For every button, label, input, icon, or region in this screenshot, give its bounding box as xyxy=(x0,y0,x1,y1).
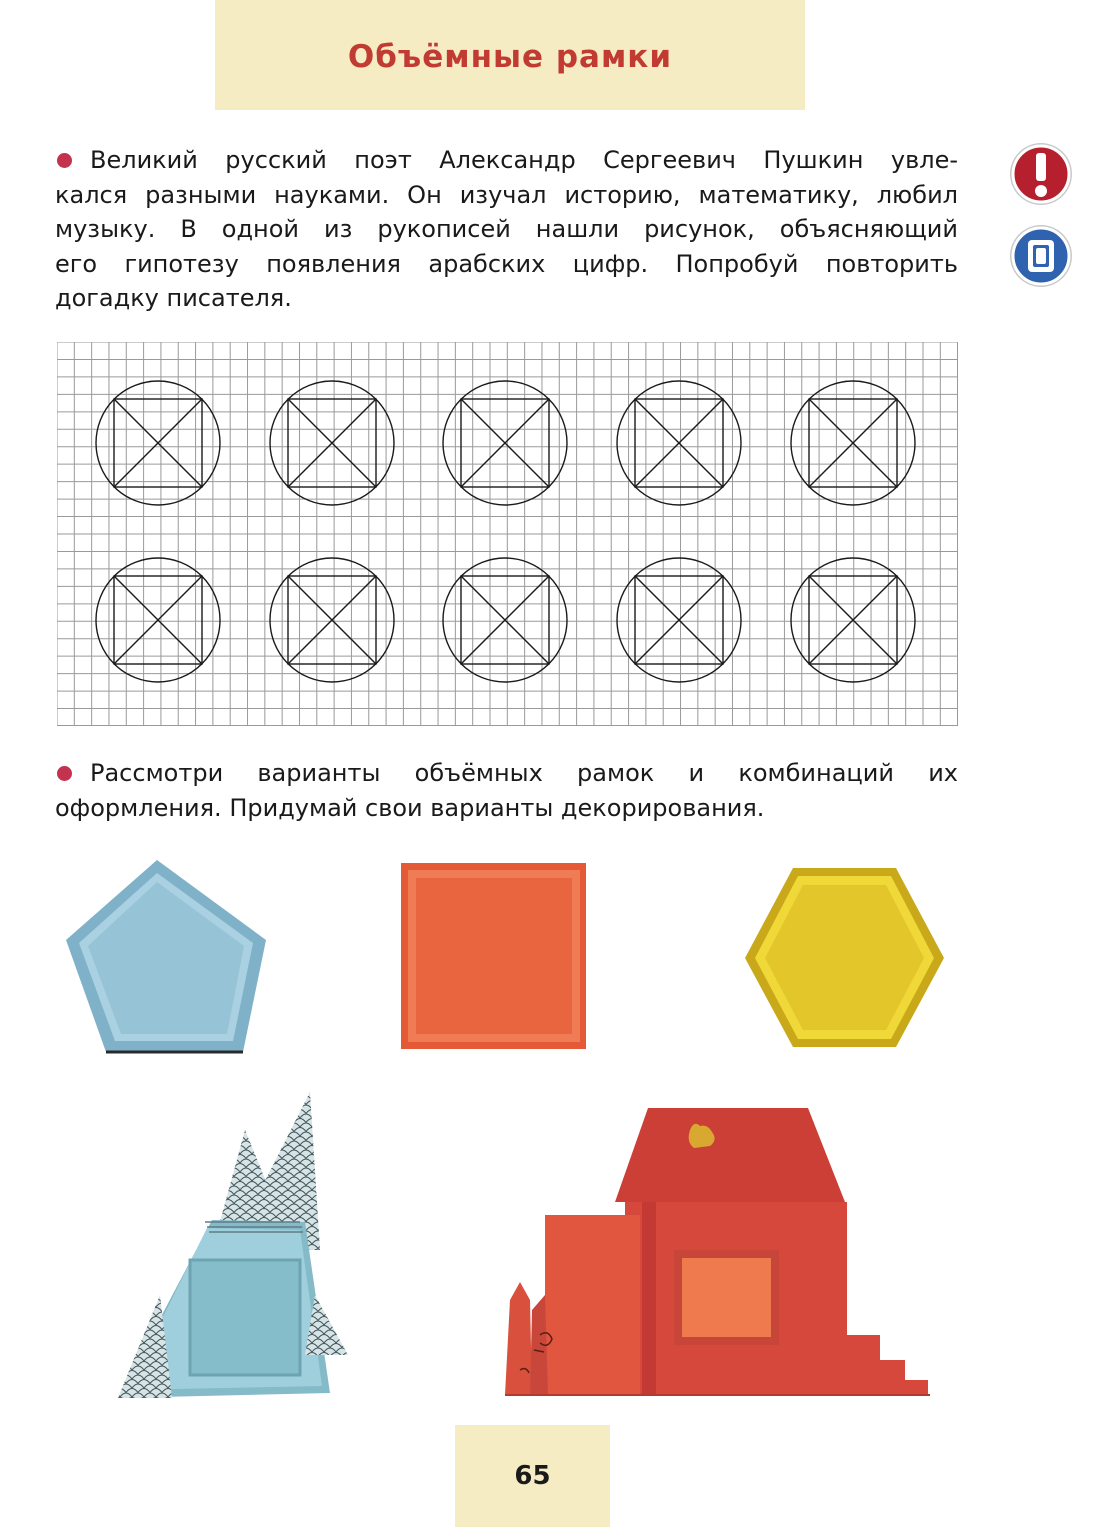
task-1-text xyxy=(55,143,958,316)
circle-square-motif xyxy=(443,381,567,505)
task-1-line: музыку. В одной из рукописей нашли рисунок, объясняющий xyxy=(55,215,958,243)
circle-square-motif xyxy=(270,381,394,505)
task-1-line: его гипотезу появления арабских цифр. Попробуй повторить xyxy=(55,249,958,278)
circle-square-motif xyxy=(791,558,915,682)
task-bullet-icon xyxy=(57,153,72,168)
square-frame xyxy=(401,863,586,1049)
book-icon xyxy=(1008,223,1074,289)
drawing-grid xyxy=(57,342,958,726)
task-2-text xyxy=(55,756,958,825)
tree-frame xyxy=(118,1092,348,1430)
circle-square-motif xyxy=(617,558,741,682)
frames-illustration xyxy=(0,830,1112,1430)
pentagon-frame xyxy=(66,860,266,1052)
circle-square-motif xyxy=(270,558,394,682)
circle-square-motif xyxy=(617,381,741,505)
task-bullet-icon xyxy=(57,766,72,781)
hexagon-frame xyxy=(745,868,944,1047)
circle-square-motif xyxy=(96,558,220,682)
task-2-line: оформления. Придумай свои варианты декорирования. xyxy=(55,793,765,822)
grid-figure xyxy=(57,342,958,726)
task-2-line: Рассмотри варианты объёмных рамок и комбинаций их xyxy=(90,759,958,787)
exclamation-icon xyxy=(1008,141,1074,207)
task-1-line: Великий русский поэт Александр Сергеевич Пушкин увле- xyxy=(90,146,958,174)
page-number: 65 xyxy=(514,1461,551,1491)
circle-square-motif xyxy=(791,381,915,505)
house-frame xyxy=(505,1108,930,1395)
task-1-line: кался разными науками. Он изучал историю, математику, любил xyxy=(55,180,958,209)
circle-square-motif xyxy=(96,381,220,505)
page-number-tab xyxy=(455,1425,610,1527)
title-banner xyxy=(215,0,805,110)
task-1-line: догадку писателя. xyxy=(55,284,292,312)
circle-square-motif xyxy=(443,558,567,682)
page-title: Объёмные рамки xyxy=(347,39,673,75)
